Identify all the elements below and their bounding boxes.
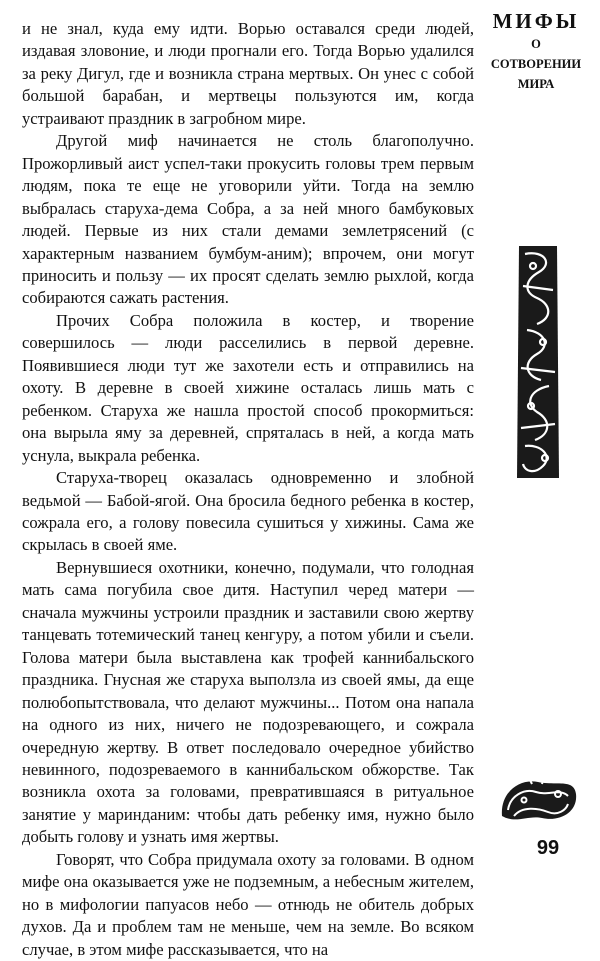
section-subtitle-line1: О СОТВОРЕНИИ bbox=[490, 37, 582, 71]
paragraph: Старуха-творец оказалась одновременно и злобной ведьмой — Бабой-ягой. Она бросила бедного ребенка в костер, сожрала его, а голову повесила сушиться у хижины. Сама же скрылась в своей яме. bbox=[22, 468, 474, 555]
paragraph: Вернувшиеся охотники, конечно, подумали, что голодная мать сама погубила свое дитя. Наступил черед матери — сначала мужчины устроили праздник и заставили свою жертву танцевать тотемический танец кенгуру, а потом убили и съели. Голова матери была выставлена как трофей каннибальского праздника. Гнусная же старуха выползла из своей ямы, да еще полюбопытствовала, что делают мужчины... Потом она напала на одного из них, ничего не подозревающего, и сожрала очередную жертву. В ответ последовало очередное убийство невинного, подозреваемого в каннибальском обжорстве. Так возникла охота за головами, превратившаяся в ритуальное занятие у маринданим: чтобы дать ребенку имя, нужно было добыть голову и узнать имя жертвы. bbox=[22, 557, 474, 847]
coiled-serpent-icon bbox=[498, 772, 578, 826]
carved-pillar-ornament-icon bbox=[515, 246, 561, 478]
page-number: 99 bbox=[536, 837, 560, 859]
main-text-column bbox=[22, 18, 474, 961]
section-subtitle-line2: МИРА bbox=[517, 77, 555, 91]
paragraph: Другой миф начинается не столь благополучно. Прожорливый аист успел-таки прокусить головы трем первым людям, пока те еще не уговорили уйти. Тогда на землю выбралась старуха-дема Собра, а за ней много бамбуковых людей. Первые из них стали демами землетрясений (с характерным названием бумбум-аним); впрочем, они могут приносить и пользу — их просят сделать землю рыхлой, когда собираются сажать растения. bbox=[22, 131, 474, 308]
section-title: МИФЫ bbox=[492, 9, 580, 33]
paragraph: и не знал, куда ему идти. Ворью оставался среди людей, издавая зловоние, и люди прогнали его. Тогда Ворью удалился за реку Дигул, где и возникла страна мертвых. Он унес с собой большой барабан, и мертвецы пользуются им, когда устраивают праздник в загробном мире. bbox=[22, 19, 474, 128]
paragraph: Говорят, что Собра придумала охоту за головами. В одном мифе она оказывается уже не подземным, а небесным жителем, но в мифологии папуасов небо — отнюдь не обитель добрых духов. Да и проблем там не меньше, чем на земле. Во всяком случае, в этом мифе рассказывается, что на bbox=[22, 849, 474, 959]
running-header bbox=[485, 8, 587, 94]
paragraph: Прочих Собра положила в костер, и творение совершилось — люди расселились в первой деревне. Появившиеся люди тут же захотели есть и отправились на охоту. В деревне в своей хижине осталась лишь мать с ребенком. Старуха же нашла простой способ прокормиться: она вырыла яму за деревней, спряталась в ней, а когда мать уснула, выкрала ребенка. bbox=[22, 310, 474, 465]
